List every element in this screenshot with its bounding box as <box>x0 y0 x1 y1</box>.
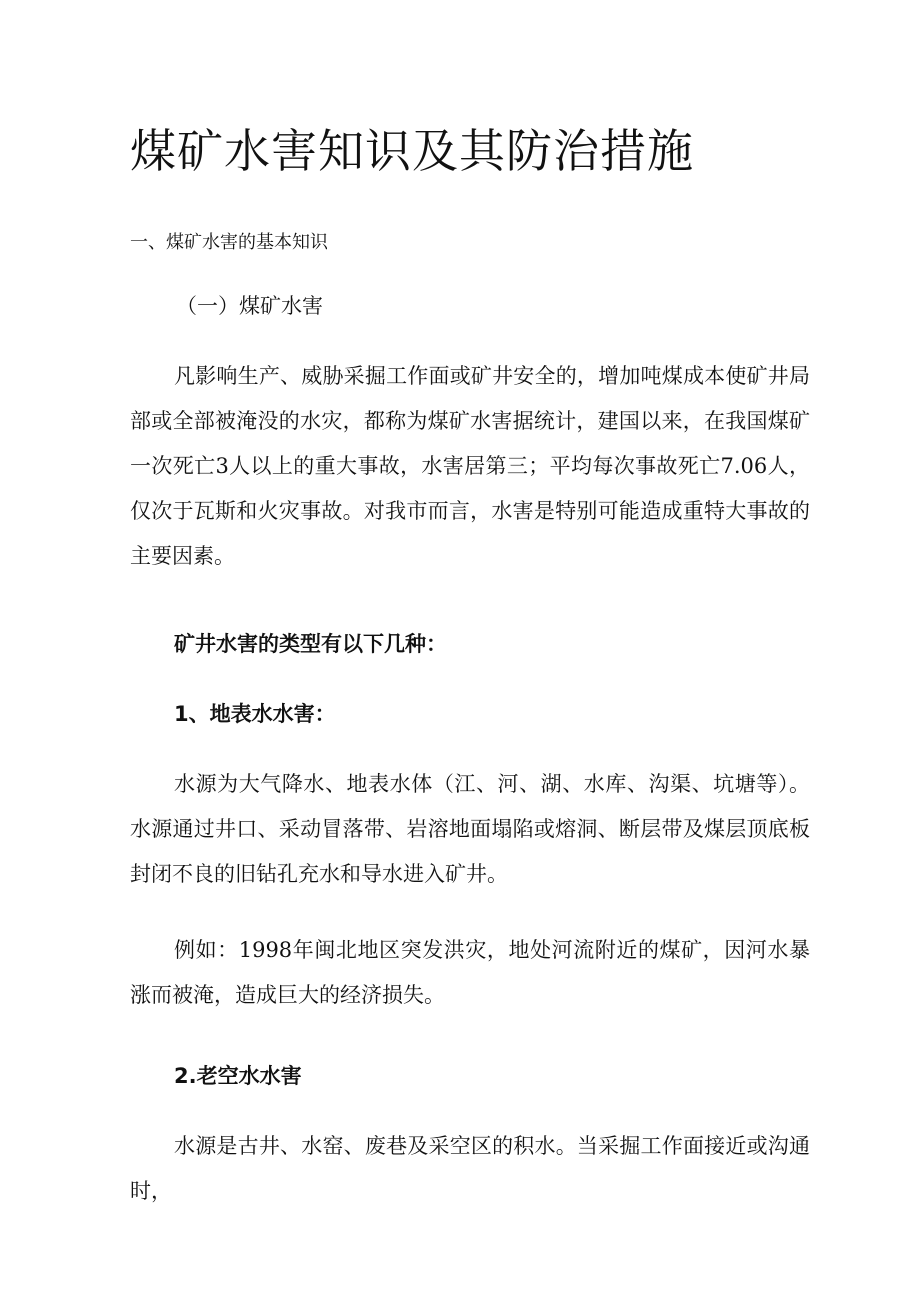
surface-water-heading: 1、地表水水害： <box>174 702 336 726</box>
surface-water-paragraph: 水源为大气降水、地表水体（江、河、湖、水库、沟渠、坑塘等）。水源通过井口、采动冒落带、岩溶地面塌陷或熔洞、断层带及煤层顶底板封闭不良的旧钻孔充水和导水进入矿井。 <box>130 772 810 886</box>
subsection-heading: （一）煤矿水害 <box>176 294 323 318</box>
document-title: 煤矿水害知识及其防治措施 <box>130 124 694 178</box>
section-heading: 一、煤矿水害的基本知识 <box>130 232 328 253</box>
intro-paragraph: 凡影响生产、威胁采掘工作面或矿井安全的，增加吨煤成本使矿井局部或全部被淹没的水灾，都称为煤矿水害据统计，建国以来，在我国煤矿一次死亡3人以上的重大事故，水害居第三；平均每次事故死亡7.06人，仅次于瓦斯和火灾事故。对我市而言，水害是特别可能造成重特大事故的主要因素。 <box>130 364 810 568</box>
example-paragraph: 例如：1998年闽北地区突发洪灾，地处河流附近的煤矿，因河水暴涨而被淹，造成巨大的经济损失。 <box>130 938 810 1007</box>
water-hazard-types-heading: 矿井水害的类型有以下几种： <box>174 632 447 656</box>
old-workings-paragraph: 水源是古井、水窑、废巷及采空区的积水。当采掘工作面接近或沟通时， <box>130 1134 810 1203</box>
old-workings-heading: 2.老空水水害 <box>174 1064 302 1088</box>
